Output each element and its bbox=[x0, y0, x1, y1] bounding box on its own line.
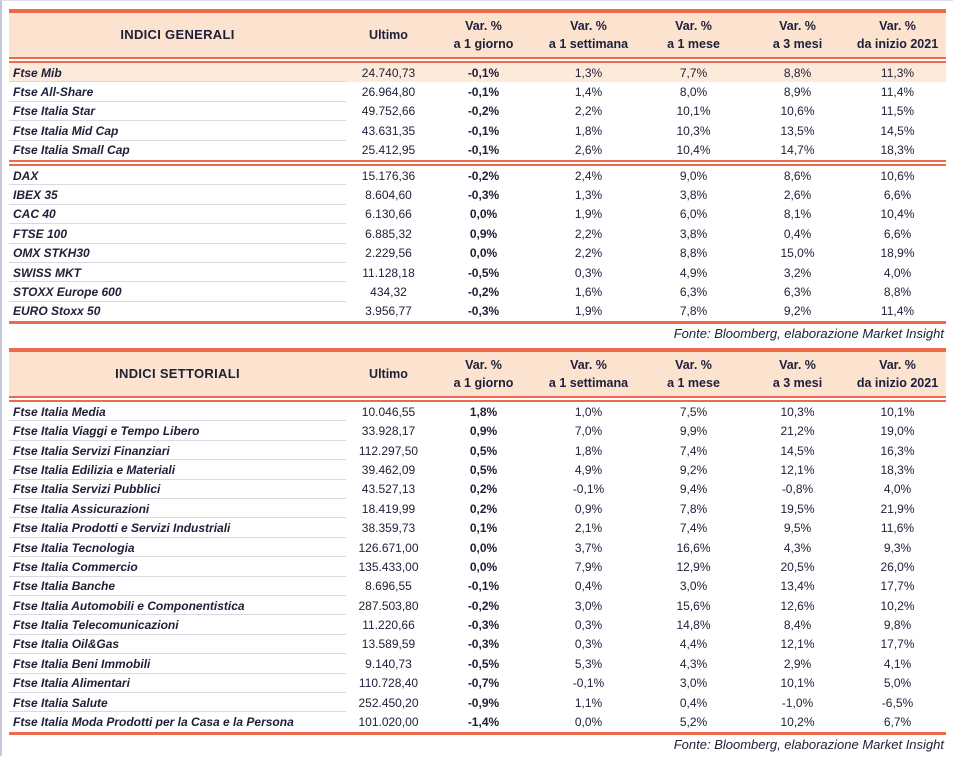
var-1week-value: 2,4% bbox=[574, 168, 603, 183]
var-1week-value: 2,2% bbox=[574, 104, 603, 119]
var-1day-value: -0,9% bbox=[467, 695, 500, 710]
var-1day-value: 0,1% bbox=[469, 521, 498, 536]
table-title: INDICI GENERALI bbox=[120, 27, 235, 42]
var-ytd-value: 8,8% bbox=[883, 284, 912, 299]
var-3month-value: 15,0% bbox=[780, 246, 815, 261]
var-1week-value: 7,9% bbox=[574, 559, 603, 574]
var-1day-value: 0,2% bbox=[469, 482, 498, 497]
var-1week-value: 2,1% bbox=[574, 521, 603, 536]
var-1month-value: 7,7% bbox=[679, 65, 708, 80]
table-row bbox=[9, 282, 946, 301]
index-name: Ftse Italia Media bbox=[9, 402, 346, 421]
var-3month-value: 8,8% bbox=[783, 65, 812, 80]
index-name: Ftse Italia Salute bbox=[9, 693, 346, 712]
ultimo-value: 39.462,09 bbox=[361, 462, 416, 477]
var-1day-value: 0,5% bbox=[469, 443, 498, 458]
table-row bbox=[9, 166, 946, 185]
var-ytd-value: 4,0% bbox=[883, 482, 912, 497]
var-1week-value: 4,9% bbox=[574, 462, 603, 477]
var-ytd-value: 21,9% bbox=[880, 501, 915, 516]
var-label: Var. % bbox=[879, 19, 916, 33]
table-row bbox=[9, 460, 946, 479]
var-1day-value: -1,4% bbox=[467, 715, 500, 730]
source-note: Fonte: Bloomberg, elaborazione Market Insight bbox=[673, 326, 944, 342]
var-1day-value: -0,1% bbox=[467, 65, 500, 80]
var-1day-value: 1,8% bbox=[469, 404, 498, 419]
var-1week-value: 1,3% bbox=[574, 188, 603, 203]
var-1week-value: 5,3% bbox=[574, 656, 603, 671]
var-ytd-value: 17,7% bbox=[880, 637, 915, 652]
index-name: STOXX Europe 600 bbox=[9, 282, 346, 301]
var-3month-value: 9,5% bbox=[783, 521, 812, 536]
ultimo-value: 38.359,73 bbox=[361, 521, 416, 536]
var-1month-value: 4,9% bbox=[679, 265, 708, 280]
ultimo-value: 3.956,77 bbox=[365, 304, 412, 319]
var-1month-value: 7,8% bbox=[679, 501, 708, 516]
table-row bbox=[9, 654, 946, 673]
var-1month-value: 3,8% bbox=[679, 188, 708, 203]
table-row bbox=[9, 402, 946, 421]
var-1month-value: 3,8% bbox=[679, 226, 708, 241]
var-1day-value: 0,9% bbox=[469, 424, 498, 439]
index-name: Ftse Italia Assicurazioni bbox=[9, 499, 346, 518]
var-1week-value: 0,0% bbox=[574, 715, 603, 730]
var-3month-value: 20,5% bbox=[780, 559, 815, 574]
index-name: FTSE 100 bbox=[9, 224, 346, 243]
var-1month-value: 7,4% bbox=[679, 443, 708, 458]
index-name: Ftse Italia Viaggi e Tempo Libero bbox=[9, 421, 346, 440]
var-1month-value: 14,8% bbox=[676, 618, 711, 633]
var-1day-value: -0,2% bbox=[467, 598, 500, 613]
var-1day-value: 0,5% bbox=[469, 462, 498, 477]
index-name: Ftse Italia Commercio bbox=[9, 557, 346, 576]
index-name: OMX STKH30 bbox=[9, 244, 346, 263]
table-row bbox=[9, 302, 946, 321]
table-row bbox=[9, 499, 946, 518]
var-1week-value: 0,3% bbox=[574, 618, 603, 633]
var-3month-value: 14,5% bbox=[780, 443, 815, 458]
var-3month-value: 12,1% bbox=[780, 462, 815, 477]
var-ytd-value: 9,8% bbox=[883, 618, 912, 633]
ultimo-value: 434,32 bbox=[370, 284, 407, 299]
index-name: Ftse Italia Star bbox=[9, 102, 346, 121]
var-3month-value: 4,3% bbox=[783, 540, 812, 555]
period-label: da inizio 2021 bbox=[856, 376, 939, 391]
var-1month-value: 10,4% bbox=[676, 143, 711, 158]
var-1week-value: 0,3% bbox=[574, 265, 603, 280]
var-1day-value: 0,9% bbox=[469, 226, 498, 241]
general-indices-table bbox=[9, 9, 946, 346]
index-name: Ftse Italia Servizi Finanziari bbox=[9, 441, 346, 460]
period-label: a 1 giorno bbox=[453, 376, 514, 391]
ultimo-value: 110.728,40 bbox=[358, 676, 419, 691]
var-ytd-value: 11,3% bbox=[880, 65, 915, 80]
col-header-var-1day bbox=[431, 17, 536, 53]
var-1month-value: 16,6% bbox=[676, 540, 711, 555]
var-1month-value: 8,8% bbox=[679, 246, 708, 261]
table-row bbox=[9, 263, 946, 282]
table-row bbox=[9, 421, 946, 440]
table-row bbox=[9, 102, 946, 121]
var-1month-value: 6,0% bbox=[679, 207, 708, 222]
var-1day-value: -0,3% bbox=[467, 188, 500, 203]
ultimo-value: 13.589,59 bbox=[361, 637, 416, 652]
var-label: Var. % bbox=[570, 358, 607, 373]
table-row bbox=[9, 224, 946, 243]
period-label: da inizio 2021 bbox=[856, 37, 939, 51]
table-row bbox=[9, 635, 946, 654]
index-name: Ftse Italia Servizi Pubblici bbox=[9, 480, 346, 499]
var-ytd-value: 11,6% bbox=[880, 521, 915, 536]
table-row bbox=[9, 185, 946, 204]
ultimo-value: 24.740,73 bbox=[361, 65, 416, 80]
var-1week-value: 0,9% bbox=[574, 501, 603, 516]
var-3month-value: 0,4% bbox=[783, 226, 812, 241]
var-1week-value: 1,1% bbox=[574, 695, 603, 710]
table-row bbox=[9, 557, 946, 576]
period-label: a 3 mesi bbox=[772, 37, 823, 51]
var-1week-value: 2,2% bbox=[574, 226, 603, 241]
var-1month-value: 15,6% bbox=[676, 598, 711, 613]
var-1week-value: 0,3% bbox=[574, 637, 603, 652]
index-name: Ftse Italia Alimentari bbox=[9, 674, 346, 693]
index-name: Ftse Italia Beni Immobili bbox=[9, 654, 346, 673]
period-label: a 1 settimana bbox=[548, 37, 629, 51]
var-1day-value: -0,1% bbox=[467, 579, 500, 594]
var-ytd-value: 10,4% bbox=[880, 207, 915, 222]
var-3month-value: 9,2% bbox=[783, 304, 812, 319]
var-1day-value: 0,0% bbox=[469, 207, 498, 222]
index-name: Ftse Italia Automobili e Componentistica bbox=[9, 596, 346, 615]
var-1week-value: 1,8% bbox=[574, 123, 603, 138]
var-1day-value: -0,1% bbox=[467, 85, 500, 100]
table-row bbox=[9, 712, 946, 731]
table-body bbox=[9, 63, 946, 321]
var-3month-value: -0,8% bbox=[781, 482, 814, 497]
ultimo-value: 287.503,80 bbox=[358, 598, 419, 613]
ultimo-value: 49.752,66 bbox=[361, 104, 416, 119]
ultimo-value: 6.130,66 bbox=[365, 207, 412, 222]
var-3month-value: 2,6% bbox=[783, 188, 812, 203]
index-name: Ftse Italia Oil&Gas bbox=[9, 635, 346, 654]
ultimo-value: 26.964,80 bbox=[361, 85, 416, 100]
var-1day-value: -0,7% bbox=[467, 676, 500, 691]
var-1day-value: 0,0% bbox=[469, 540, 498, 555]
var-3month-value: 3,2% bbox=[783, 265, 812, 280]
ultimo-value: 9.140,73 bbox=[365, 656, 412, 671]
ultimo-value: 6.885,32 bbox=[365, 226, 412, 241]
table-row bbox=[9, 538, 946, 557]
var-3month-value: 13,5% bbox=[780, 123, 815, 138]
col-header-var-3month bbox=[746, 356, 849, 392]
var-1day-value: 0,2% bbox=[469, 501, 498, 516]
var-1week-value: 7,0% bbox=[574, 424, 603, 439]
var-1week-value: 3,0% bbox=[574, 598, 603, 613]
table-header-row bbox=[9, 13, 946, 57]
var-1day-value: -0,1% bbox=[467, 123, 500, 138]
var-ytd-value: 10,2% bbox=[880, 598, 915, 613]
index-name: SWISS MKT bbox=[9, 263, 346, 282]
col-header-var-3month bbox=[746, 17, 849, 53]
var-1week-value: 2,6% bbox=[574, 143, 603, 158]
var-1month-value: 9,9% bbox=[679, 424, 708, 439]
index-name: CAC 40 bbox=[9, 205, 346, 224]
var-3month-value: 8,4% bbox=[783, 618, 812, 633]
ultimo-value: 11.128,18 bbox=[362, 265, 415, 280]
var-1month-value: 9,4% bbox=[679, 482, 708, 497]
var-1day-value: 0,0% bbox=[469, 246, 498, 261]
var-1week-value: 1,0% bbox=[574, 404, 603, 419]
index-name: EURO Stoxx 50 bbox=[13, 304, 101, 319]
var-3month-value: 13,4% bbox=[780, 579, 815, 594]
table-body bbox=[9, 402, 946, 732]
table-section bbox=[9, 402, 946, 732]
var-3month-value: 8,1% bbox=[783, 207, 812, 222]
var-1week-value: 1,9% bbox=[574, 304, 603, 319]
ultimo-value: 135.433,00 bbox=[358, 559, 419, 574]
ultimo-value: 33.928,17 bbox=[361, 424, 416, 439]
var-label: Var. % bbox=[465, 358, 502, 373]
ultimo-value: 10.046,55 bbox=[361, 404, 416, 419]
var-ytd-value: 17,7% bbox=[880, 579, 915, 594]
var-1day-value: -0,5% bbox=[467, 265, 500, 280]
var-1day-value: -0,3% bbox=[467, 637, 500, 652]
var-ytd-value: 10,1% bbox=[880, 404, 915, 419]
var-ytd-value: 4,1% bbox=[883, 656, 912, 671]
var-3month-value: 10,2% bbox=[780, 715, 815, 730]
var-1week-value: 1,6% bbox=[574, 284, 603, 299]
var-1month-value: 7,8% bbox=[679, 304, 708, 319]
col-header-var-1week bbox=[536, 17, 641, 53]
ultimo-value: 126.671,00 bbox=[358, 540, 419, 555]
var-ytd-value: 16,3% bbox=[880, 443, 915, 458]
ultimo-value: 2.229,56 bbox=[365, 246, 412, 261]
var-1month-value: 7,5% bbox=[679, 404, 708, 419]
ultimo-value: 8.604,60 bbox=[365, 188, 412, 203]
col-header-var-ytd bbox=[849, 17, 946, 53]
col-header-var-1month bbox=[641, 356, 746, 392]
index-name: Ftse Italia Prodotti e Servizi Industriali bbox=[9, 518, 346, 537]
var-1week-value: 1,3% bbox=[574, 65, 603, 80]
var-1month-value: 12,9% bbox=[676, 559, 711, 574]
var-ytd-value: 9,3% bbox=[883, 540, 912, 555]
var-1month-value: 9,2% bbox=[679, 462, 708, 477]
var-1week-value: 1,8% bbox=[574, 443, 603, 458]
table-row bbox=[9, 480, 946, 499]
index-name: IBEX 35 bbox=[9, 185, 346, 204]
index-name: Ftse Italia Tecnologia bbox=[9, 538, 346, 557]
var-1day-value: -0,3% bbox=[467, 304, 500, 319]
var-ytd-value: 11,4% bbox=[880, 304, 915, 319]
var-label: Var. % bbox=[779, 358, 816, 373]
ultimo-value: 252.450,20 bbox=[358, 695, 419, 710]
var-3month-value: 10,3% bbox=[780, 404, 815, 419]
index-name: Ftse Mib bbox=[9, 63, 346, 82]
var-label: Var. % bbox=[879, 358, 916, 373]
var-1day-value: 0,0% bbox=[469, 559, 498, 574]
index-name: Ftse Italia Moda Prodotti per la Casa e la Persona bbox=[13, 715, 294, 730]
var-1month-value: 4,3% bbox=[679, 656, 708, 671]
table-row bbox=[9, 82, 946, 101]
table-row bbox=[9, 596, 946, 615]
index-name: DAX bbox=[9, 166, 346, 185]
sector-indices-table bbox=[9, 348, 946, 757]
var-1month-value: 8,0% bbox=[679, 85, 708, 100]
var-ytd-value: 18,3% bbox=[880, 462, 915, 477]
var-ytd-value: 11,5% bbox=[880, 104, 915, 119]
col-header-var-1day bbox=[431, 356, 536, 392]
var-1month-value: 4,4% bbox=[679, 637, 708, 652]
var-3month-value: 8,9% bbox=[783, 85, 812, 100]
var-1week-value: 2,2% bbox=[574, 246, 603, 261]
var-ytd-value: 6,7% bbox=[883, 715, 912, 730]
var-3month-value: -1,0% bbox=[781, 695, 814, 710]
var-3month-value: 14,7% bbox=[780, 143, 815, 158]
var-3month-value: 8,6% bbox=[783, 168, 812, 183]
index-name: Ftse All-Share bbox=[9, 82, 346, 101]
var-ytd-value: 10,6% bbox=[880, 168, 915, 183]
col-header-var-1month bbox=[641, 17, 746, 53]
period-label: a 1 settimana bbox=[548, 376, 629, 391]
var-1month-value: 3,0% bbox=[679, 579, 708, 594]
ultimo-value: 101.020,00 bbox=[358, 715, 419, 730]
index-name: Ftse Italia Banche bbox=[9, 577, 346, 596]
table-row bbox=[9, 693, 946, 712]
ultimo-value: 43.527,13 bbox=[361, 482, 416, 497]
table-row bbox=[9, 63, 946, 82]
var-3month-value: 10,1% bbox=[780, 676, 815, 691]
var-label: Var. % bbox=[675, 358, 712, 373]
var-1month-value: 0,4% bbox=[679, 695, 708, 710]
market-report bbox=[9, 9, 946, 757]
col-header-ultimo: Ultimo bbox=[369, 367, 408, 382]
var-ytd-value: 6,6% bbox=[883, 226, 912, 241]
var-ytd-value: 14,5% bbox=[880, 123, 915, 138]
var-ytd-value: 6,6% bbox=[883, 188, 912, 203]
var-3month-value: 10,6% bbox=[780, 104, 815, 119]
var-ytd-value: 18,9% bbox=[880, 246, 915, 261]
var-1week-value: 1,4% bbox=[574, 85, 603, 100]
var-label: Var. % bbox=[779, 19, 816, 33]
index-name: Ftse Italia Small Cap bbox=[13, 143, 130, 158]
col-header-ultimo: Ultimo bbox=[369, 28, 408, 42]
period-label: a 1 mese bbox=[667, 376, 720, 391]
var-1day-value: -0,2% bbox=[467, 168, 500, 183]
ultimo-value: 11.220,66 bbox=[362, 618, 415, 633]
var-ytd-value: 5,0% bbox=[883, 676, 912, 691]
var-1day-value: -0,3% bbox=[467, 618, 500, 633]
var-ytd-value: 11,4% bbox=[880, 85, 915, 100]
var-3month-value: 12,6% bbox=[780, 598, 815, 613]
ultimo-value: 43.631,35 bbox=[361, 123, 416, 138]
var-3month-value: 2,9% bbox=[783, 656, 812, 671]
var-1week-value: -0,1% bbox=[572, 676, 605, 691]
col-header-var-1week bbox=[536, 356, 641, 392]
var-ytd-value: 4,0% bbox=[883, 265, 912, 280]
table-section bbox=[9, 63, 946, 160]
var-1month-value: 10,3% bbox=[676, 123, 711, 138]
col-header-var-ytd bbox=[849, 356, 946, 392]
var-label: Var. % bbox=[675, 19, 712, 33]
table-row bbox=[9, 577, 946, 596]
var-1month-value: 3,0% bbox=[679, 676, 708, 691]
var-label: Var. % bbox=[570, 19, 607, 33]
var-label: Var. % bbox=[465, 19, 502, 33]
var-ytd-value: -6,5% bbox=[881, 695, 914, 710]
var-1week-value: -0,1% bbox=[572, 482, 605, 497]
var-1week-value: 0,4% bbox=[574, 579, 603, 594]
var-1month-value: 5,2% bbox=[679, 715, 708, 730]
ultimo-value: 15.176,36 bbox=[361, 168, 416, 183]
var-ytd-value: 19,0% bbox=[880, 424, 915, 439]
var-1month-value: 10,1% bbox=[676, 104, 711, 119]
ultimo-value: 18.419,99 bbox=[361, 501, 416, 516]
period-label: a 1 mese bbox=[667, 37, 720, 51]
table-section bbox=[9, 166, 946, 321]
index-name: Ftse Italia Mid Cap bbox=[9, 121, 346, 140]
var-1day-value: -0,2% bbox=[467, 284, 500, 299]
var-3month-value: 6,3% bbox=[783, 284, 812, 299]
var-1day-value: -0,5% bbox=[467, 656, 500, 671]
ultimo-value: 25.412,95 bbox=[361, 143, 416, 158]
table-row bbox=[9, 674, 946, 693]
var-1week-value: 3,7% bbox=[574, 540, 603, 555]
var-1month-value: 9,0% bbox=[679, 168, 708, 183]
period-label: a 1 giorno bbox=[453, 37, 514, 51]
table-title: INDICI SETTORIALI bbox=[115, 366, 240, 382]
index-name: Ftse Italia Edilizia e Materiali bbox=[9, 460, 346, 479]
table-row bbox=[9, 441, 946, 460]
table-row bbox=[9, 615, 946, 634]
table-row bbox=[9, 205, 946, 224]
index-name: Ftse Italia Telecomunicazioni bbox=[9, 615, 346, 634]
table-row bbox=[9, 518, 946, 537]
source-note: Fonte: Bloomberg, elaborazione Market Insight bbox=[673, 736, 944, 752]
var-ytd-value: 18,3% bbox=[880, 143, 915, 158]
period-label: a 3 mesi bbox=[772, 376, 823, 391]
var-1month-value: 7,4% bbox=[679, 521, 708, 536]
ultimo-value: 8.696,55 bbox=[365, 579, 412, 594]
table-row bbox=[9, 244, 946, 263]
var-1day-value: -0,1% bbox=[467, 143, 500, 158]
var-ytd-value: 26,0% bbox=[880, 559, 915, 574]
table-header-row bbox=[9, 352, 946, 396]
var-1week-value: 1,9% bbox=[574, 207, 603, 222]
var-3month-value: 12,1% bbox=[780, 637, 815, 652]
ultimo-value: 112.297,50 bbox=[358, 443, 419, 458]
var-3month-value: 19,5% bbox=[780, 501, 815, 516]
var-1day-value: -0,2% bbox=[467, 104, 500, 119]
table-row bbox=[9, 141, 946, 160]
var-3month-value: 21,2% bbox=[780, 424, 815, 439]
table-row bbox=[9, 121, 946, 140]
var-1month-value: 6,3% bbox=[679, 284, 708, 299]
